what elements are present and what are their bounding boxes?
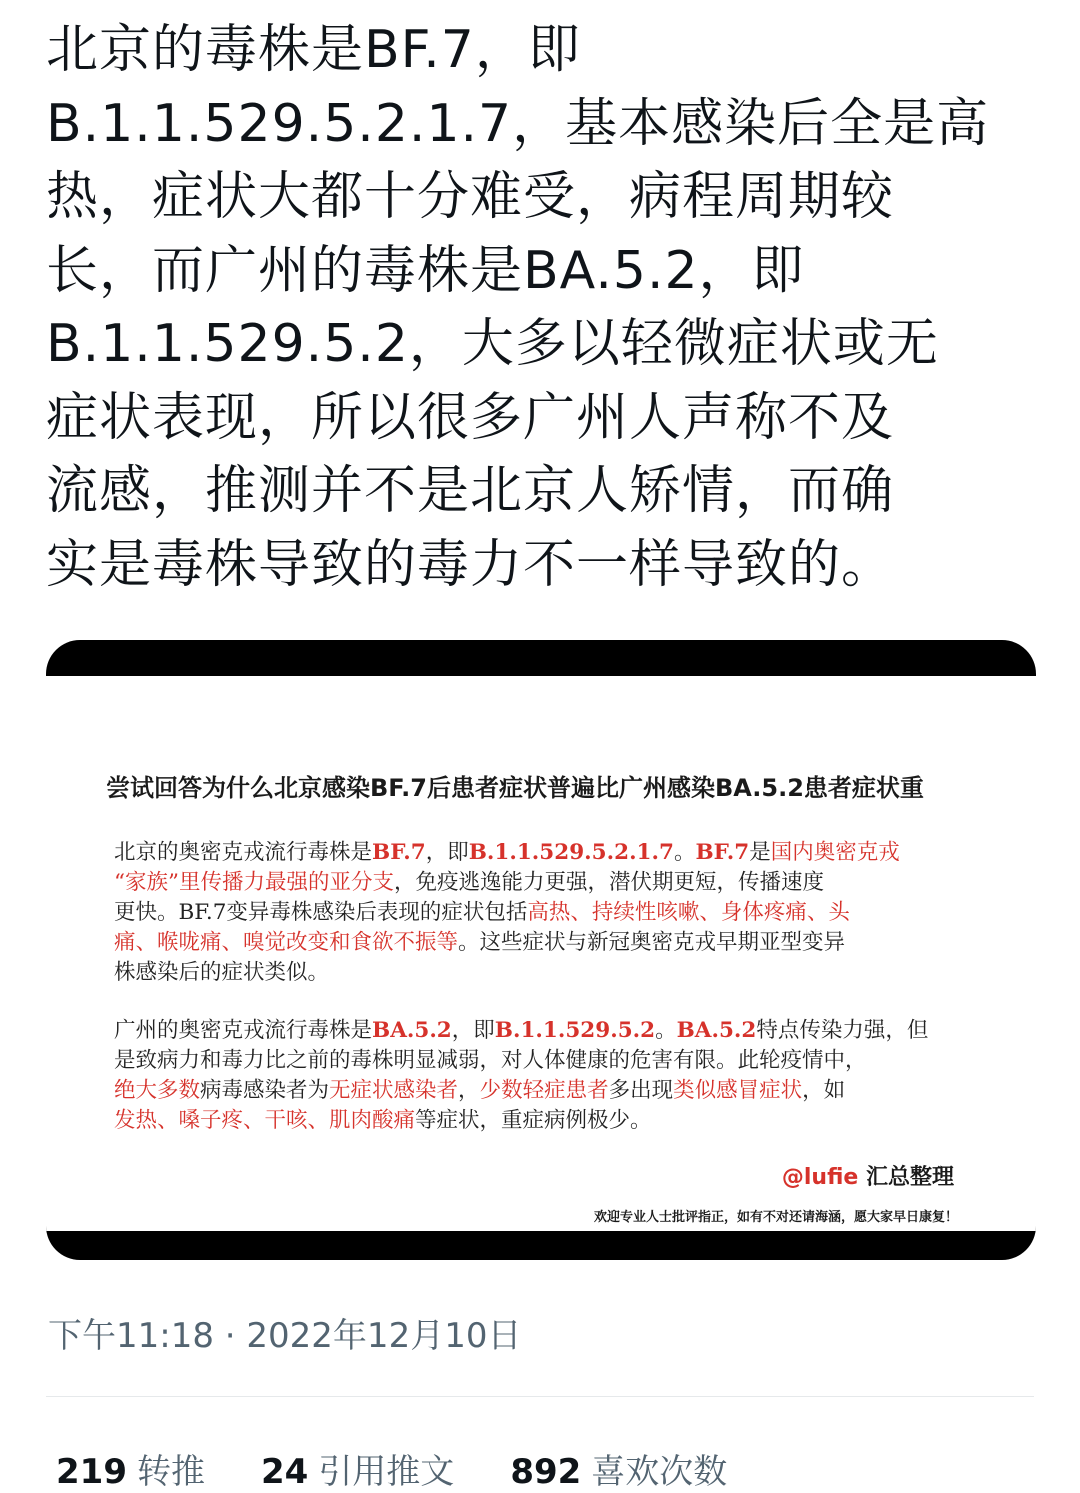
footnote: 欢迎专业人士批评指正，如有不对还请海涵，愿大家早日康复！ [593,1210,958,1225]
tweet-line: B.1.1.529.5.2，大多以轻微症状或无 [46,314,939,374]
credit-handle: @lufie [781,1165,859,1190]
text-line: 绝大多数病毒感染者为无症状感染者，少数轻症患者多出现类似感冒症状，如 [114,1078,846,1103]
retweet-count: 219 [56,1452,127,1492]
paragraph-guangzhou [114,1016,974,1136]
stat-likes[interactable] [510,1444,727,1493]
divider [46,1396,1034,1397]
text-line: “家族”里传播力最强的亚分支，免疫逃逸能力更强，潜伏期更短，传播速度 [114,870,824,895]
stat-retweets[interactable] [56,1444,205,1493]
text-line: 北京的奥密克戎流行毒株是BF.7，即B.1.1.529.5.2.1.7。BF.7是国内奥密克戎 [114,840,900,865]
image-document [46,676,1036,1231]
tweet-timestamp[interactable]: 下午11:18 · 2022年12月10日 [48,1316,522,1356]
paragraph-beijing [114,838,974,988]
text-line: 广州的奥密克戎流行毒株是BA.5.2，即B.1.1.529.5.2。BA.5.2特点传染力强，但 [114,1018,929,1043]
tweet-line: 实是毒株导致的毒力不一样导致的。 [46,534,895,595]
text-line: 更快。BF.7变异毒株感染后表现的症状包括高热、持续性咳嗽、身体疼痛、头 [114,900,850,925]
quote-count: 24 [260,1452,309,1492]
tweet-line: 北京的毒株是BF.7，即 [46,20,581,80]
credit-text: 汇总整理 [858,1165,954,1190]
text-line: 株感染后的症状类似。 [114,960,330,985]
credit-line [46,1160,954,1191]
tweet-text [46,14,1046,602]
like-count: 892 [510,1452,582,1492]
tweet-line: 症状表现，所以很多广州人声称不及 [46,387,895,448]
text-line: 发热、嗓子疼、干咳、肌肉酸痛等症状，重症病例极少。 [114,1108,652,1133]
retweet-label: 转推 [136,1452,205,1492]
like-label: 喜欢次数 [591,1452,728,1492]
tweet-line: B.1.1.529.5.2.1.7，基本感染后全是高 [46,93,990,154]
tweet-image[interactable] [46,640,1036,1260]
tweet-line: 热，症状大都十分难受，病程周期较 [46,167,895,227]
quote-label: 引用推文 [318,1452,455,1492]
stat-quotes[interactable] [261,1444,454,1493]
text-line: 痛、喉咙痛、嗅觉改变和食欲不振等。这些症状与新冠奥密克戎早期亚型变异 [114,930,846,955]
image-title: 尝试回答为什么北京感染BF.7后患者症状普遍比广州感染BA.5.2患者症状重 [106,774,924,802]
tweet-line: 流感，推测并不是北京人矫情，而确 [46,461,895,521]
tweet-line: 长，而广州的毒株是BA.5.2，即 [46,240,805,301]
engagement-stats [56,1444,727,1493]
text-line: 是致病力和毒力比之前的毒株明显减弱，对人体健康的危害有限。此轮疫情中， [114,1048,867,1073]
